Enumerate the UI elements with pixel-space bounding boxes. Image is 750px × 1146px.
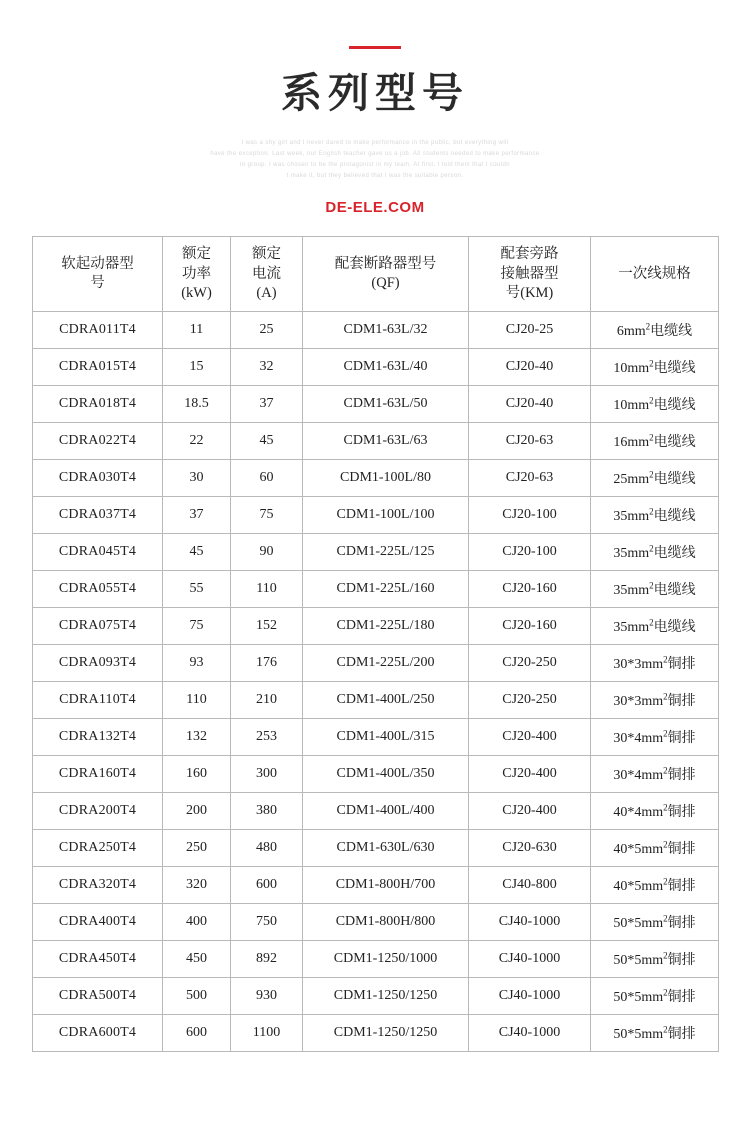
cell-breaker: CDM1-1250/1000 (303, 941, 469, 978)
cell-contactor: CJ20-400 (469, 756, 591, 793)
cable-unit-exponent: 2 (649, 543, 654, 554)
cell-contactor: CJ20-63 (469, 460, 591, 497)
cable-unit: mm (627, 620, 650, 636)
cell-model: CDRA450T4 (33, 941, 163, 978)
cell-current: 892 (231, 941, 303, 978)
cable-unit-exponent: 2 (663, 987, 668, 998)
cable-size: 35 (613, 509, 628, 525)
decorative-line: have the exception. Last week, our English teacher gave us a job. All students needed to make performance (210, 151, 540, 158)
column-header-cable: 一次线规格 (591, 237, 719, 312)
cell-breaker: CDM1-63L/40 (303, 349, 469, 386)
cable-size: 30*4 (613, 731, 642, 747)
cell-contactor: CJ20-63 (469, 423, 591, 460)
cell-power: 93 (163, 645, 231, 682)
cell-breaker: CDM1-63L/63 (303, 423, 469, 460)
cable-size: 10 (613, 398, 628, 414)
decorative-line: I was a shy girl and I never dared to make performance in the public, but everything will (241, 140, 509, 147)
cable-type-label: 铜排 (667, 803, 696, 820)
cable-unit-exponent: 2 (649, 432, 654, 443)
table-row (33, 941, 719, 978)
site-url: DE-ELE.COM (325, 199, 425, 217)
cable-unit-exponent: 2 (649, 580, 654, 591)
cell-model: CDRA500T4 (33, 978, 163, 1015)
cell-cable-spec (591, 312, 719, 349)
cell-breaker: CDM1-100L/80 (303, 460, 469, 497)
cell-power: 30 (163, 460, 231, 497)
cell-contactor: CJ40-1000 (469, 978, 591, 1015)
cell-power: 18.5 (163, 386, 231, 423)
cell-model: CDRA037T4 (33, 497, 163, 534)
cable-unit-exponent: 2 (663, 691, 668, 702)
cell-cable-spec (591, 645, 719, 682)
cable-size: 16 (613, 435, 628, 451)
cell-current: 75 (231, 497, 303, 534)
cell-model: CDRA320T4 (33, 867, 163, 904)
cable-size: 30*3 (613, 657, 642, 673)
table-row (33, 1015, 719, 1052)
cell-current: 176 (231, 645, 303, 682)
page-root (0, 46, 750, 1146)
cell-power: 110 (163, 682, 231, 719)
cable-type-label: 铜排 (667, 951, 696, 968)
cable-type-label: 铜排 (667, 840, 696, 857)
cable-unit: mm (641, 657, 664, 673)
cell-breaker: CDM1-400L/250 (303, 682, 469, 719)
cable-unit-exponent: 2 (663, 876, 668, 887)
cell-cable-spec (591, 941, 719, 978)
table-row (33, 867, 719, 904)
cell-contactor: CJ20-40 (469, 386, 591, 423)
table-row (33, 608, 719, 645)
cell-current: 1100 (231, 1015, 303, 1052)
cell-contactor: CJ20-400 (469, 719, 591, 756)
cell-cable-spec (591, 608, 719, 645)
column-header-power: 额定 功率 (kW) (163, 237, 231, 312)
cell-contactor: CJ20-250 (469, 645, 591, 682)
cell-contactor: CJ20-160 (469, 608, 591, 645)
table-row (33, 423, 719, 460)
cable-unit-exponent: 2 (663, 950, 668, 961)
cell-contactor: CJ40-1000 (469, 941, 591, 978)
cable-type-label: 电缆线 (653, 618, 696, 635)
cable-size: 35 (613, 583, 628, 599)
cable-unit: mm (627, 509, 650, 525)
cable-unit: mm (627, 583, 650, 599)
cell-power: 45 (163, 534, 231, 571)
cell-breaker: CDM1-800H/700 (303, 867, 469, 904)
cable-unit-exponent: 2 (663, 728, 668, 739)
cable-unit: mm (627, 398, 650, 414)
table-row (33, 571, 719, 608)
cable-size: 40*5 (613, 879, 642, 895)
column-header-breaker: 配套断路器型号 (QF) (303, 237, 469, 312)
cable-type-label: 铜排 (667, 655, 696, 672)
cable-size: 30*3 (613, 694, 642, 710)
cell-power: 600 (163, 1015, 231, 1052)
cell-cable-spec (591, 904, 719, 941)
table-row (33, 830, 719, 867)
cable-unit-exponent: 2 (645, 321, 651, 332)
cable-unit-exponent: 2 (663, 839, 668, 850)
cell-model: CDRA011T4 (33, 312, 163, 349)
spec-table (32, 236, 719, 1052)
cell-breaker: CDM1-630L/630 (303, 830, 469, 867)
cable-unit-exponent: 2 (663, 654, 668, 665)
cell-contactor: CJ40-1000 (469, 904, 591, 941)
cell-power: 450 (163, 941, 231, 978)
cell-power: 250 (163, 830, 231, 867)
cell-breaker: CDM1-800H/800 (303, 904, 469, 941)
cable-type-label: 铜排 (667, 766, 696, 783)
table-body (33, 312, 719, 1052)
table-row (33, 497, 719, 534)
column-header-contactor: 配套旁路 接触器型 号(KM) (469, 237, 591, 312)
cell-power: 15 (163, 349, 231, 386)
cell-model: CDRA075T4 (33, 608, 163, 645)
page-title: 系列型号 (281, 70, 469, 116)
cell-breaker: CDM1-1250/1250 (303, 978, 469, 1015)
cell-breaker: CDM1-63L/50 (303, 386, 469, 423)
cell-cable-spec (591, 423, 719, 460)
table-row (33, 312, 719, 349)
cell-cable-spec (591, 756, 719, 793)
cable-unit: mm (627, 361, 650, 377)
cell-cable-spec (591, 978, 719, 1015)
table-row (33, 386, 719, 423)
cell-cable-spec (591, 349, 719, 386)
cable-unit: mm (641, 916, 664, 932)
cable-size: 50*5 (613, 953, 642, 969)
table-row (33, 978, 719, 1015)
cell-model: CDRA400T4 (33, 904, 163, 941)
table-row (33, 756, 719, 793)
cell-breaker: CDM1-400L/350 (303, 756, 469, 793)
cable-unit-exponent: 2 (663, 1024, 668, 1035)
cable-unit: mm (641, 953, 664, 969)
cell-model: CDRA160T4 (33, 756, 163, 793)
cable-size: 50*5 (613, 1027, 642, 1043)
title-accent-rule (349, 46, 401, 49)
table-row (33, 793, 719, 830)
cell-model: CDRA055T4 (33, 571, 163, 608)
cell-contactor: CJ20-400 (469, 793, 591, 830)
cell-power: 500 (163, 978, 231, 1015)
cell-current: 380 (231, 793, 303, 830)
cell-power: 132 (163, 719, 231, 756)
column-header-current: 额定 电流 (A) (231, 237, 303, 312)
table-row (33, 460, 719, 497)
cell-contactor: CJ20-25 (469, 312, 591, 349)
cell-cable-spec (591, 682, 719, 719)
cell-breaker: CDM1-225L/125 (303, 534, 469, 571)
cell-power: 400 (163, 904, 231, 941)
cable-type-label: 铜排 (667, 1025, 696, 1042)
table-row (33, 904, 719, 941)
cell-current: 600 (231, 867, 303, 904)
cable-type-label: 电缆线 (653, 470, 696, 487)
cell-current: 90 (231, 534, 303, 571)
cable-unit-exponent: 2 (663, 765, 668, 776)
cable-size: 6 (616, 324, 624, 340)
cell-current: 930 (231, 978, 303, 1015)
cell-cable-spec (591, 534, 719, 571)
cell-contactor: CJ20-100 (469, 497, 591, 534)
cable-unit: mm (627, 435, 650, 451)
cable-size: 40*4 (613, 805, 642, 821)
cell-power: 75 (163, 608, 231, 645)
decorative-line: t make it, but they believed that I was the suitable person. (286, 173, 464, 180)
cell-cable-spec (591, 460, 719, 497)
cell-cable-spec (591, 571, 719, 608)
table-row (33, 682, 719, 719)
cell-model: CDRA132T4 (33, 719, 163, 756)
cable-unit: mm (641, 990, 664, 1006)
cable-type-label: 电缆线 (653, 544, 696, 561)
cable-unit-exponent: 2 (649, 358, 654, 369)
cell-breaker: CDM1-1250/1250 (303, 1015, 469, 1052)
cell-model: CDRA018T4 (33, 386, 163, 423)
cell-power: 320 (163, 867, 231, 904)
cell-model: CDRA600T4 (33, 1015, 163, 1052)
cable-type-label: 电缆线 (653, 396, 696, 413)
cell-model: CDRA250T4 (33, 830, 163, 867)
cable-type-label: 电缆线 (653, 359, 696, 376)
cable-size: 40*5 (613, 842, 642, 858)
cell-current: 110 (231, 571, 303, 608)
cell-model: CDRA200T4 (33, 793, 163, 830)
cable-unit-exponent: 2 (649, 469, 654, 480)
table-row (33, 645, 719, 682)
cell-contactor: CJ20-100 (469, 534, 591, 571)
cell-cable-spec (591, 497, 719, 534)
cell-current: 152 (231, 608, 303, 645)
cable-size: 50*5 (613, 990, 642, 1006)
cell-model: CDRA030T4 (33, 460, 163, 497)
cable-unit: mm (627, 472, 650, 488)
cable-unit: mm (641, 842, 664, 858)
cell-breaker: CDM1-400L/400 (303, 793, 469, 830)
cable-unit: mm (627, 546, 650, 562)
cell-breaker: CDM1-225L/180 (303, 608, 469, 645)
cell-cable-spec (591, 830, 719, 867)
cell-cable-spec (591, 1015, 719, 1052)
cell-breaker: CDM1-400L/315 (303, 719, 469, 756)
cell-current: 45 (231, 423, 303, 460)
cell-current: 253 (231, 719, 303, 756)
cell-current: 300 (231, 756, 303, 793)
cell-breaker: CDM1-225L/160 (303, 571, 469, 608)
cable-unit: mm (641, 879, 664, 895)
cell-model: CDRA045T4 (33, 534, 163, 571)
table-header (33, 237, 719, 312)
cell-power: 160 (163, 756, 231, 793)
cable-type-label: 电缆线 (650, 322, 693, 339)
cable-type-label: 铜排 (667, 877, 696, 894)
cable-size: 30*4 (613, 768, 642, 784)
cable-type-label: 电缆线 (653, 433, 696, 450)
cable-unit: mm (641, 1027, 664, 1043)
cable-size: 35 (613, 620, 628, 636)
cell-current: 210 (231, 682, 303, 719)
cable-size: 50*5 (613, 916, 642, 932)
cable-size: 10 (613, 361, 628, 377)
cell-power: 22 (163, 423, 231, 460)
decorative-line: in group. I was chosen to be the protagonist in my team. At first, I told them that I couldn (240, 162, 510, 169)
cell-contactor: CJ20-160 (469, 571, 591, 608)
table-row (33, 349, 719, 386)
decorative-paragraph (0, 138, 750, 182)
cell-current: 25 (231, 312, 303, 349)
cable-unit: mm (641, 768, 664, 784)
cell-contactor: CJ20-630 (469, 830, 591, 867)
cable-unit-exponent: 2 (649, 617, 654, 628)
cable-unit: mm (641, 694, 664, 710)
cell-power: 55 (163, 571, 231, 608)
cable-unit-exponent: 2 (649, 506, 654, 517)
cable-unit: mm (641, 731, 664, 747)
cable-type-label: 铜排 (667, 729, 696, 746)
cell-contactor: CJ40-1000 (469, 1015, 591, 1052)
table-row (33, 534, 719, 571)
cell-power: 200 (163, 793, 231, 830)
cell-contactor: CJ20-250 (469, 682, 591, 719)
cell-cable-spec (591, 867, 719, 904)
cable-type-label: 铜排 (667, 914, 696, 931)
cell-current: 60 (231, 460, 303, 497)
cable-type-label: 电缆线 (653, 581, 696, 598)
cable-type-label: 电缆线 (653, 507, 696, 524)
cell-power: 11 (163, 312, 231, 349)
cable-type-label: 铜排 (667, 692, 696, 709)
cell-cable-spec (591, 793, 719, 830)
cell-contactor: CJ40-800 (469, 867, 591, 904)
cable-unit: mm (623, 324, 646, 340)
cell-model: CDRA022T4 (33, 423, 163, 460)
cell-current: 480 (231, 830, 303, 867)
cell-power: 37 (163, 497, 231, 534)
cell-current: 37 (231, 386, 303, 423)
table-row (33, 719, 719, 756)
cable-size: 35 (613, 546, 628, 562)
cell-contactor: CJ20-40 (469, 349, 591, 386)
cell-model: CDRA110T4 (33, 682, 163, 719)
cell-cable-spec (591, 386, 719, 423)
cable-unit-exponent: 2 (649, 395, 654, 406)
spec-table-container (32, 236, 718, 1052)
cable-size: 25 (613, 472, 628, 488)
cell-breaker: CDM1-63L/32 (303, 312, 469, 349)
cell-breaker: CDM1-225L/200 (303, 645, 469, 682)
cable-unit: mm (641, 805, 664, 821)
table-header-row (33, 237, 719, 312)
cell-breaker: CDM1-100L/100 (303, 497, 469, 534)
cell-current: 32 (231, 349, 303, 386)
cell-cable-spec (591, 719, 719, 756)
cell-model: CDRA015T4 (33, 349, 163, 386)
cell-current: 750 (231, 904, 303, 941)
column-header-model: 软起动器型 号 (33, 237, 163, 312)
cable-type-label: 铜排 (667, 988, 696, 1005)
cable-unit-exponent: 2 (663, 913, 668, 924)
cable-unit-exponent: 2 (663, 802, 668, 813)
cell-model: CDRA093T4 (33, 645, 163, 682)
